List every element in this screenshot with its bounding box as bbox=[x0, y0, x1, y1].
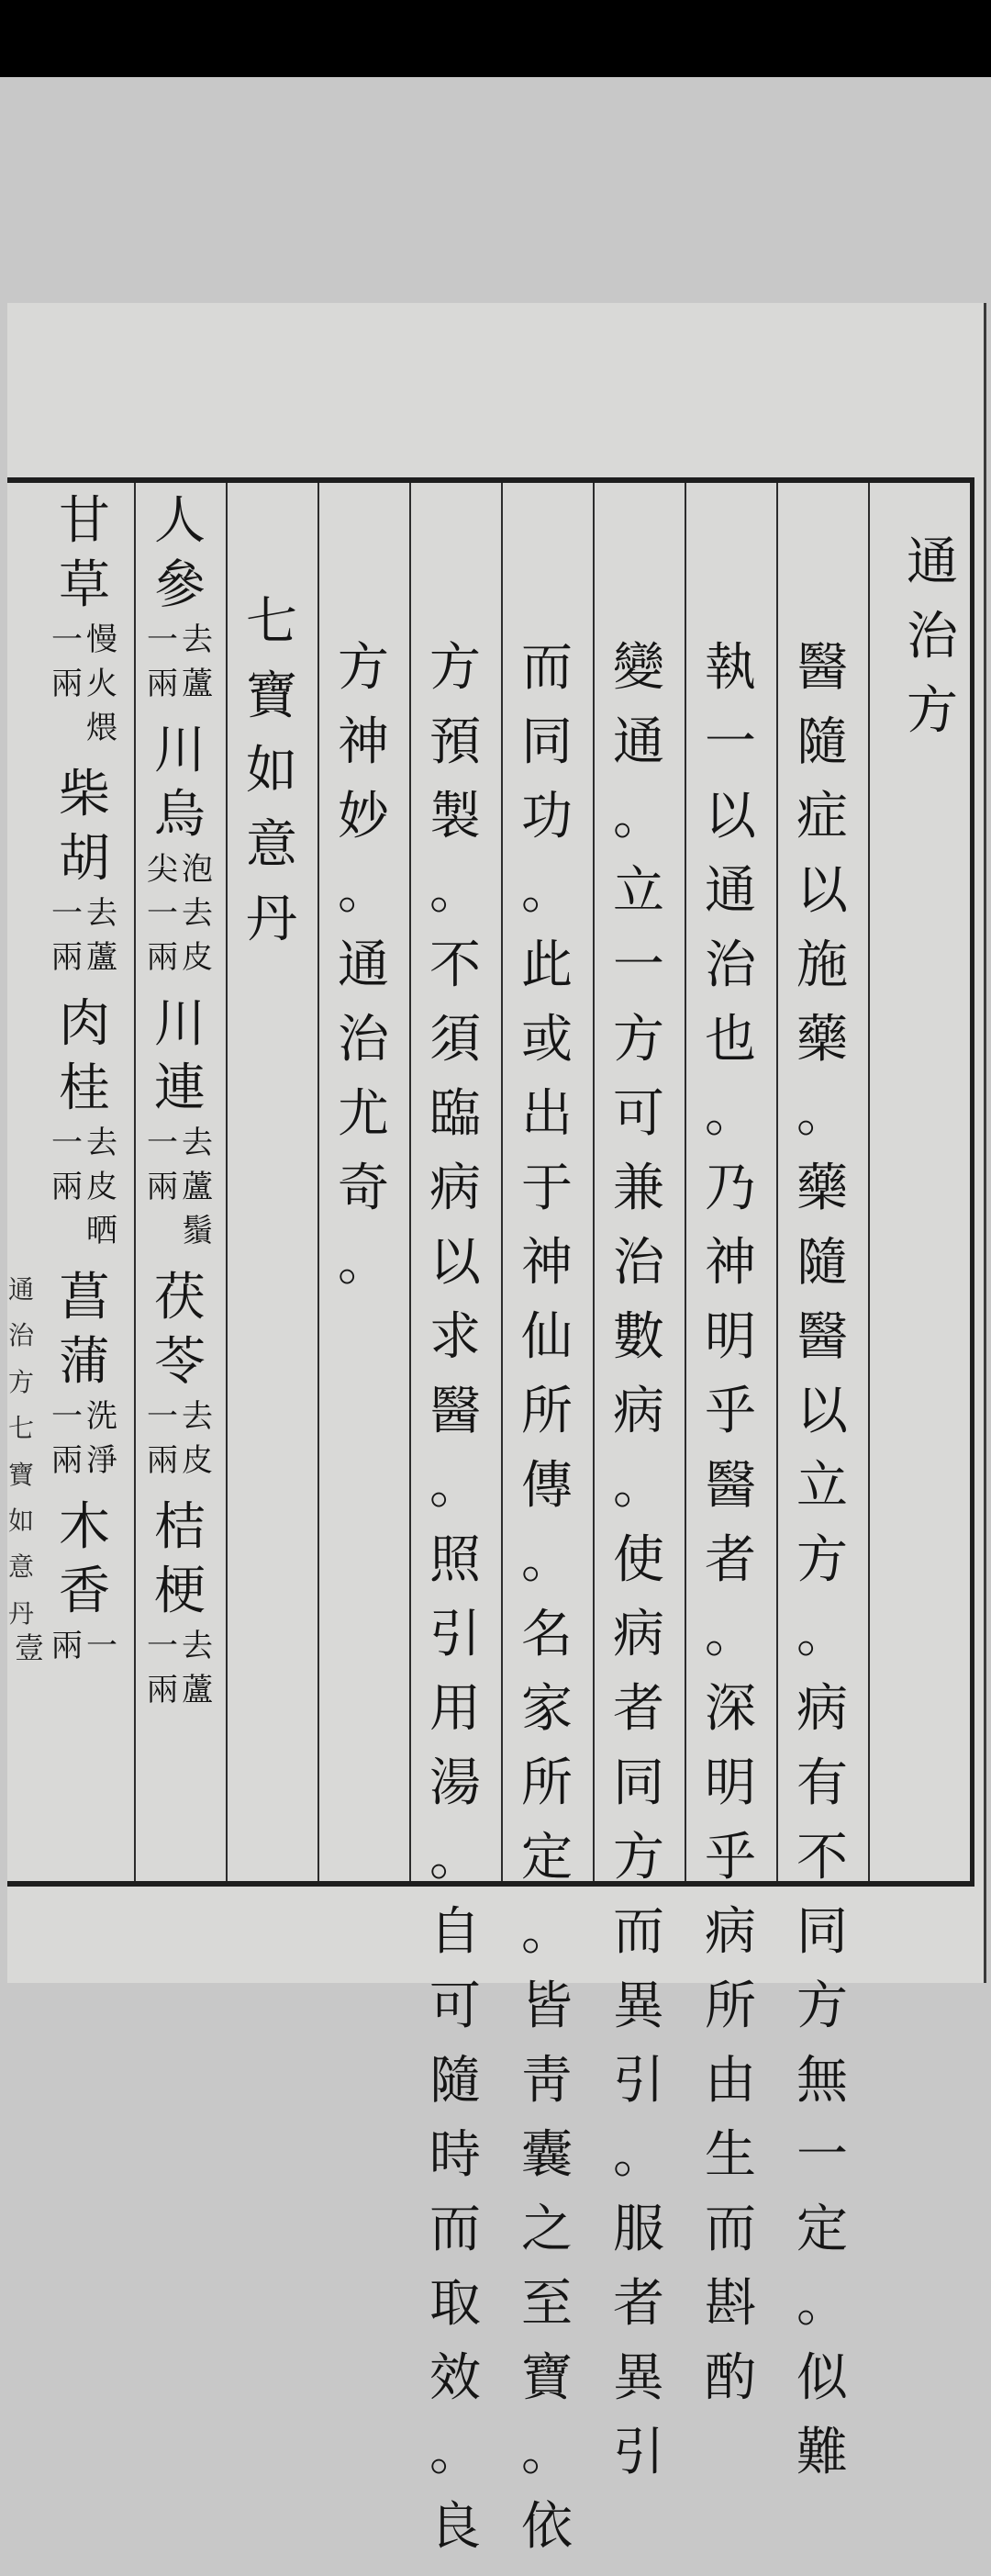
glyph: 服 bbox=[613, 2200, 664, 2259]
glyph: 藥 bbox=[796, 1159, 848, 1218]
glyph: 隨 bbox=[796, 1233, 848, 1293]
glyph: 皮 bbox=[182, 1442, 213, 1479]
glyph: 明 bbox=[705, 1307, 756, 1367]
glyph: 。 bbox=[613, 1456, 664, 1516]
glyph: 香 bbox=[59, 1562, 110, 1621]
glyph: 一 bbox=[147, 1398, 178, 1435]
ingredient bbox=[51, 765, 117, 986]
glyph: 通 bbox=[338, 935, 389, 995]
glyph: 茯 bbox=[154, 1268, 206, 1327]
ingredient bbox=[147, 994, 213, 1260]
glyph: 者 bbox=[613, 2274, 664, 2334]
glyph: 泡 bbox=[182, 851, 213, 888]
glyph: 梗 bbox=[154, 1562, 206, 1621]
glyph: 治 bbox=[8, 1320, 35, 1351]
glyph: 囊 bbox=[521, 2125, 573, 2185]
ingredient-note bbox=[51, 1630, 117, 1674]
glyph: 晒 bbox=[86, 1213, 117, 1249]
glyph: 方 bbox=[8, 1366, 35, 1397]
glyph: 求 bbox=[429, 1307, 481, 1367]
glyph: 通 bbox=[907, 532, 958, 592]
glyph: 所 bbox=[521, 1382, 573, 1441]
ingredient-name bbox=[154, 994, 206, 1127]
text-column-2 bbox=[685, 638, 776, 2427]
ingredient-name bbox=[59, 994, 110, 1127]
glyph: 如 bbox=[246, 741, 297, 801]
glyph: 兩 bbox=[147, 666, 178, 702]
ingredient-name bbox=[59, 1268, 110, 1401]
glyph: 時 bbox=[429, 2125, 481, 2185]
glyph: 取 bbox=[429, 2274, 481, 2334]
ingredient-note bbox=[51, 1398, 117, 1489]
glyph: 一 bbox=[86, 1628, 117, 1664]
glyph: 乎 bbox=[705, 1828, 756, 1887]
glyph: 方 bbox=[613, 1010, 664, 1070]
glyph: 連 bbox=[154, 1058, 206, 1118]
glyph: 。 bbox=[613, 2125, 664, 2185]
ingredient-column-1 bbox=[134, 491, 226, 1731]
text-column-4 bbox=[501, 638, 593, 2576]
glyph: 使 bbox=[613, 1530, 664, 1590]
glyph: 。 bbox=[521, 1902, 573, 1962]
glyph: 而 bbox=[705, 2200, 756, 2259]
glyph: 效 bbox=[429, 2348, 481, 2408]
glyph: 一 bbox=[796, 2125, 848, 2185]
status-bar bbox=[0, 0, 991, 77]
glyph: 去 bbox=[182, 622, 213, 658]
glyph: 病 bbox=[705, 1902, 756, 1962]
glyph: 。 bbox=[796, 1084, 848, 1144]
glyph: 以 bbox=[705, 787, 756, 846]
glyph: 執 bbox=[705, 638, 756, 698]
glyph: 草 bbox=[59, 555, 110, 615]
ingredient-note bbox=[147, 1398, 213, 1489]
glyph: 寶 bbox=[521, 2348, 573, 2408]
glyph: 有 bbox=[796, 1753, 848, 1813]
glyph: 意 bbox=[246, 815, 297, 875]
glyph: 方 bbox=[796, 1530, 848, 1590]
glyph: 變 bbox=[613, 638, 664, 698]
glyph: 通 bbox=[613, 712, 664, 772]
glyph: 同 bbox=[796, 1902, 848, 1962]
glyph: 醫 bbox=[705, 1456, 756, 1516]
glyph: 引 bbox=[613, 2423, 664, 2482]
ingredient bbox=[51, 1497, 117, 1674]
glyph: 一 bbox=[147, 1628, 178, 1664]
glyph: 異 bbox=[613, 1977, 664, 2036]
glyph: 兼 bbox=[613, 1159, 664, 1218]
ingredient bbox=[51, 491, 117, 756]
glyph: 蘆 bbox=[86, 939, 117, 976]
glyph: 湯 bbox=[429, 1753, 481, 1813]
glyph: 方 bbox=[429, 638, 481, 698]
glyph: 方 bbox=[796, 1977, 848, 2036]
glyph: 隨 bbox=[429, 2051, 481, 2111]
glyph: 蘆 bbox=[182, 666, 213, 702]
recipe-title bbox=[226, 592, 317, 969]
glyph: 。 bbox=[613, 787, 664, 846]
glyph: 。 bbox=[429, 1456, 481, 1516]
glyph: 。 bbox=[338, 861, 389, 921]
glyph: 治 bbox=[338, 1010, 389, 1070]
glyph: 引 bbox=[613, 2051, 664, 2111]
glyph: 參 bbox=[154, 555, 206, 615]
glyph: 所 bbox=[521, 1753, 573, 1813]
glyph: 淨 bbox=[86, 1442, 117, 1479]
glyph: 施 bbox=[796, 935, 848, 995]
glyph: 神 bbox=[705, 1233, 756, 1293]
glyph: 菖 bbox=[59, 1268, 110, 1327]
glyph: 治 bbox=[907, 607, 958, 666]
glyph: 酌 bbox=[705, 2348, 756, 2408]
ingredient-note bbox=[51, 895, 117, 986]
glyph: 治 bbox=[705, 935, 756, 995]
glyph: 兩 bbox=[51, 1628, 83, 1664]
glyph: 製 bbox=[429, 787, 481, 846]
glyph: 須 bbox=[429, 1010, 481, 1070]
glyph: 引 bbox=[429, 1605, 481, 1664]
glyph: 如 bbox=[8, 1505, 35, 1536]
glyph: 兩 bbox=[51, 666, 83, 702]
glyph: 洗 bbox=[86, 1398, 117, 1435]
ingredient-name bbox=[59, 1497, 110, 1630]
glyph: 丹 bbox=[246, 890, 297, 949]
glyph: 一 bbox=[51, 622, 83, 658]
glyph: 也 bbox=[705, 1010, 756, 1070]
glyph: 同 bbox=[613, 1753, 664, 1813]
ingredient-note bbox=[51, 1127, 117, 1260]
glyph: 一 bbox=[613, 935, 664, 995]
glyph: 可 bbox=[429, 1977, 481, 2036]
glyph: 七 bbox=[246, 592, 297, 652]
glyph: 深 bbox=[705, 1679, 756, 1739]
glyph: 通 bbox=[705, 861, 756, 921]
glyph: 方 bbox=[338, 638, 389, 698]
text-column-1 bbox=[776, 638, 868, 2502]
glyph: 去 bbox=[182, 1398, 213, 1435]
glyph: 不 bbox=[796, 1828, 848, 1887]
glyph: 一 bbox=[51, 1125, 83, 1161]
glyph: 乎 bbox=[705, 1382, 756, 1441]
glyph: 桂 bbox=[59, 1058, 110, 1118]
glyph: 似 bbox=[796, 2348, 848, 2408]
glyph: 自 bbox=[429, 1902, 481, 1962]
glyph: 難 bbox=[796, 2423, 848, 2482]
ingredient-name bbox=[154, 721, 206, 854]
glyph: 斟 bbox=[705, 2274, 756, 2334]
section-title bbox=[886, 532, 978, 760]
text-column-5 bbox=[409, 638, 501, 2576]
glyph: 同 bbox=[521, 712, 573, 772]
glyph: 照 bbox=[429, 1530, 481, 1590]
glyph: 去 bbox=[182, 1628, 213, 1664]
glyph: 者 bbox=[613, 1679, 664, 1739]
glyph: 以 bbox=[796, 1382, 848, 1441]
glyph: 病 bbox=[613, 1605, 664, 1664]
glyph: 方 bbox=[907, 681, 958, 741]
glyph: 不 bbox=[429, 935, 481, 995]
glyph: 良 bbox=[429, 2497, 481, 2557]
glyph: 立 bbox=[613, 861, 664, 921]
glyph: 以 bbox=[796, 861, 848, 921]
glyph: 明 bbox=[705, 1753, 756, 1813]
glyph: 醫 bbox=[796, 638, 848, 698]
glyph: 。 bbox=[429, 1828, 481, 1887]
glyph: 方 bbox=[613, 1828, 664, 1887]
glyph: 一 bbox=[147, 895, 178, 932]
glyph: 通 bbox=[8, 1274, 35, 1305]
glyph: 症 bbox=[796, 787, 848, 846]
glyph: 所 bbox=[705, 1977, 756, 2036]
glyph: 寶 bbox=[8, 1459, 35, 1490]
glyph: 或 bbox=[521, 1010, 573, 1070]
glyph: 。 bbox=[429, 2423, 481, 2482]
glyph: 傳 bbox=[521, 1456, 573, 1516]
glyph: 神 bbox=[338, 712, 389, 772]
glyph: 皆 bbox=[521, 1977, 573, 2036]
glyph: 病 bbox=[796, 1679, 848, 1739]
glyph: 去 bbox=[86, 895, 117, 932]
glyph: 火 bbox=[86, 666, 117, 702]
ingredient bbox=[147, 491, 213, 712]
glyph: 鬚 bbox=[182, 1213, 213, 1249]
glyph: 丹 bbox=[8, 1597, 35, 1629]
glyph: 川 bbox=[154, 721, 206, 780]
page-number: 壹 bbox=[15, 1630, 45, 1665]
ingredient bbox=[147, 721, 213, 986]
glyph: 蘆 bbox=[182, 1169, 213, 1205]
glyph: 立 bbox=[796, 1456, 848, 1516]
ingredient-name bbox=[154, 1268, 206, 1401]
ingredient-note bbox=[147, 624, 213, 712]
text-column-3 bbox=[593, 638, 685, 2502]
glyph: 醫 bbox=[796, 1307, 848, 1367]
glyph: 一 bbox=[705, 712, 756, 772]
glyph: 柴 bbox=[59, 765, 110, 824]
glyph: 一 bbox=[51, 1398, 83, 1435]
scanned-page bbox=[7, 303, 986, 2557]
glyph: 家 bbox=[521, 1679, 573, 1739]
ingredient-note bbox=[147, 1630, 213, 1719]
glyph: 兩 bbox=[147, 939, 178, 976]
ingredient bbox=[147, 1268, 213, 1489]
glyph: 用 bbox=[429, 1679, 481, 1739]
glyph: 者 bbox=[705, 1530, 756, 1590]
ingredient bbox=[147, 1497, 213, 1719]
margin-note bbox=[9, 1267, 33, 1637]
glyph: 。 bbox=[796, 1605, 848, 1664]
glyph: 。 bbox=[705, 1605, 756, 1664]
ingredient-note bbox=[147, 851, 213, 986]
glyph: 隨 bbox=[796, 712, 848, 772]
ingredient-column-2 bbox=[35, 491, 134, 1687]
glyph: 出 bbox=[521, 1084, 573, 1144]
glyph: 仙 bbox=[521, 1307, 573, 1367]
glyph: 煨 bbox=[86, 710, 117, 746]
glyph: 一 bbox=[147, 622, 178, 658]
glyph: 于 bbox=[521, 1159, 573, 1218]
glyph: 預 bbox=[429, 712, 481, 772]
text-column-6 bbox=[317, 638, 409, 1312]
glyph: 兩 bbox=[147, 1442, 178, 1479]
glyph: 意 bbox=[8, 1551, 35, 1583]
ingredient-note bbox=[147, 1127, 213, 1260]
glyph: 此 bbox=[521, 935, 573, 995]
glyph: 可 bbox=[613, 1084, 664, 1144]
glyph: 。 bbox=[338, 1233, 389, 1293]
ingredient-name bbox=[59, 491, 110, 624]
glyph: 兩 bbox=[147, 1672, 178, 1708]
glyph: 甘 bbox=[59, 491, 110, 551]
glyph: 皮 bbox=[86, 1169, 117, 1205]
glyph: 由 bbox=[705, 2051, 756, 2111]
glyph: 寶 bbox=[246, 666, 297, 726]
glyph: 一 bbox=[51, 895, 83, 932]
glyph: 治 bbox=[613, 1233, 664, 1293]
ingredient-note bbox=[51, 624, 117, 756]
glyph: 而 bbox=[613, 1902, 664, 1962]
glyph: 藥 bbox=[796, 1010, 848, 1070]
glyph: 靑 bbox=[521, 2051, 573, 2111]
glyph: 尤 bbox=[338, 1084, 389, 1144]
glyph: 。 bbox=[521, 861, 573, 921]
glyph: 而 bbox=[521, 638, 573, 698]
glyph: 蒲 bbox=[59, 1332, 110, 1392]
ingredient bbox=[51, 1268, 117, 1489]
glyph: 定 bbox=[796, 2200, 848, 2259]
glyph: 兩 bbox=[51, 939, 83, 976]
glyph: 。 bbox=[429, 861, 481, 921]
glyph: 功 bbox=[521, 787, 573, 846]
glyph: 七 bbox=[8, 1413, 35, 1444]
glyph: 。 bbox=[521, 2423, 573, 2482]
glyph: 異 bbox=[613, 2348, 664, 2408]
glyph: 桔 bbox=[154, 1497, 206, 1557]
glyph: 。 bbox=[521, 1530, 573, 1590]
glyph: 兩 bbox=[51, 1169, 83, 1205]
glyph: 兩 bbox=[147, 1169, 178, 1205]
glyph: 一 bbox=[147, 1125, 178, 1161]
glyph: 去 bbox=[182, 895, 213, 932]
ingredient-name bbox=[154, 1497, 206, 1630]
glyph: 人 bbox=[154, 491, 206, 551]
glyph: 無 bbox=[796, 2051, 848, 2111]
glyph: 肉 bbox=[59, 994, 110, 1054]
glyph: 臨 bbox=[429, 1084, 481, 1144]
glyph: 皮 bbox=[182, 939, 213, 976]
glyph: 尖 bbox=[147, 851, 178, 888]
glyph: 苓 bbox=[154, 1332, 206, 1392]
glyph: 兩 bbox=[51, 1442, 83, 1479]
glyph: 病 bbox=[429, 1159, 481, 1218]
glyph: 以 bbox=[429, 1233, 481, 1293]
glyph: 神 bbox=[521, 1233, 573, 1293]
glyph: 之 bbox=[521, 2200, 573, 2259]
glyph: 數 bbox=[613, 1307, 664, 1367]
ingredient bbox=[51, 994, 117, 1260]
glyph: 蘆 bbox=[182, 1672, 213, 1708]
glyph: 妙 bbox=[338, 787, 389, 846]
glyph: 而 bbox=[429, 2200, 481, 2259]
glyph: 。 bbox=[705, 1084, 756, 1144]
glyph: 醫 bbox=[429, 1382, 481, 1441]
ingredient-name bbox=[59, 765, 110, 898]
glyph: 去 bbox=[86, 1125, 117, 1161]
glyph: 去 bbox=[182, 1125, 213, 1161]
glyph: 定 bbox=[521, 1828, 573, 1887]
glyph: 名 bbox=[521, 1605, 573, 1664]
glyph: 木 bbox=[59, 1497, 110, 1557]
glyph: 慢 bbox=[86, 622, 117, 658]
glyph: 病 bbox=[613, 1382, 664, 1441]
glyph: 川 bbox=[154, 994, 206, 1054]
glyph: 胡 bbox=[59, 829, 110, 889]
glyph: 依 bbox=[521, 2497, 573, 2557]
glyph: 乃 bbox=[705, 1159, 756, 1218]
glyph: 生 bbox=[705, 2125, 756, 2185]
glyph: 。 bbox=[796, 2274, 848, 2334]
ingredient-name bbox=[154, 491, 206, 624]
glyph: 至 bbox=[521, 2274, 573, 2334]
glyph: 奇 bbox=[338, 1159, 389, 1218]
glyph: 烏 bbox=[154, 785, 206, 845]
